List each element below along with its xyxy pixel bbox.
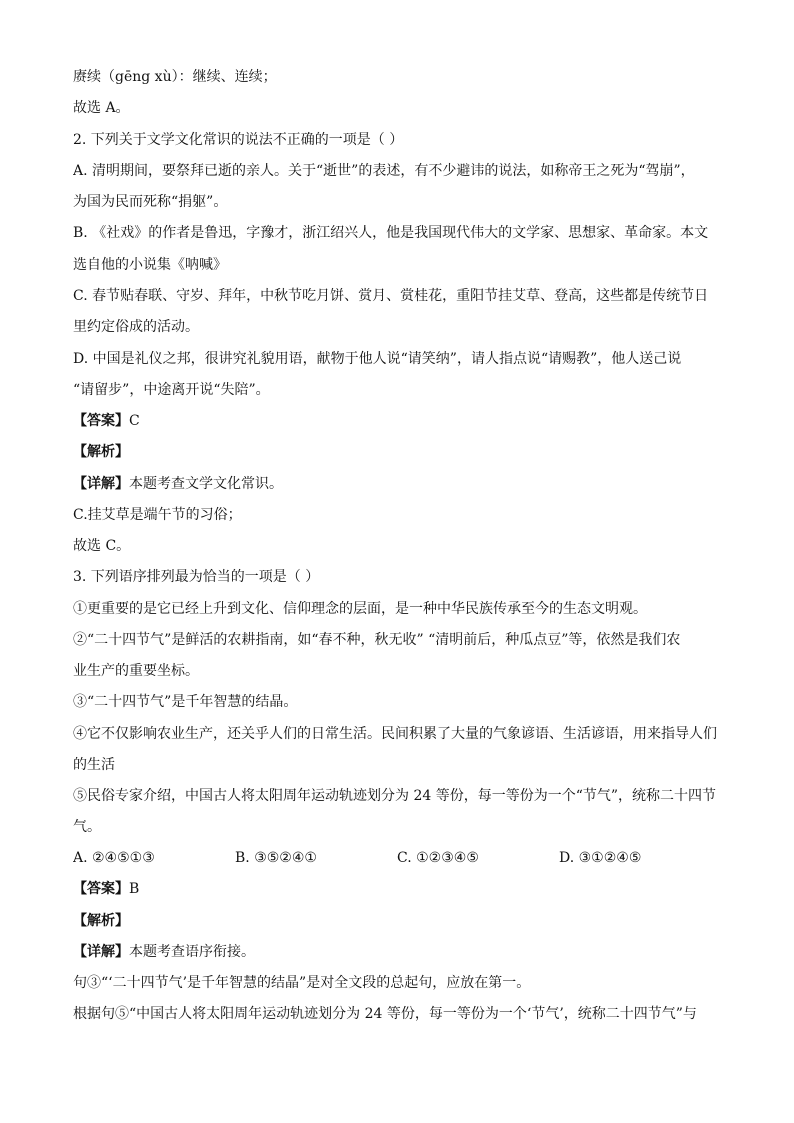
question-2-option-b: B. 《社戏》的作者是鲁迅，字豫才，浙江绍兴人，他是我国现代伟大的文学家、思想家、革命家。本文	[73, 225, 709, 241]
answer-label: 【答案】	[73, 881, 129, 897]
detail-line	[73, 943, 721, 961]
text-line: 为国为民而死称“捐躯”。	[73, 194, 228, 210]
answer-value: B	[129, 881, 140, 897]
text-line: 赓续（gēng xù）：继续、连续；	[73, 69, 277, 85]
text-line: 句③“‘二十四节气’是千年智慧的结晶”是对全文段的总起句，应放在第一。	[73, 975, 531, 991]
question-2-option-a: A. 清明期间，要祭拜已逝的亲人。关于“逝世”的表述，有不少避讳的说法，如称帝王之死为“驾崩”，	[73, 163, 695, 179]
text-line: 根据句⑤“中国古人将太阳周年运动轨迹划分为 24 等份，每一等份为一个‘节气’，统称二十四节气”与	[73, 1006, 697, 1022]
sentence-1: ①更重要的是它已经上升到文化、信仰理念的层面，是一种中华民族传承至今的生态文明观。	[73, 601, 647, 617]
detail-line	[73, 475, 721, 493]
answer-line	[73, 880, 721, 898]
option-d: D. ③①②④⑤	[559, 850, 642, 866]
question-2-option-d: D. 中国是礼仪之邦，很讲究礼貌用语，献物于他人说“请笑纳”，请人指点说“请赐教”，他人送己说	[73, 351, 682, 367]
text-line: 里约定俗成的活动。	[73, 319, 199, 335]
question-3-options	[73, 849, 721, 867]
question-2-option-c: C. 春节贴春联、守岁、拜年，中秋节吃月饼、赏月、赏桂花，重阳节挂艾草、登高，这些都是传统节日	[73, 288, 709, 304]
text-line: 业生产的重要坐标。	[73, 663, 199, 679]
detail-label: 【详解】	[73, 476, 129, 492]
text-line: 故选 C。	[73, 538, 131, 554]
text-line: C.挂艾草是端午节的习俗；	[73, 507, 242, 523]
sentence-3: ③“二十四节气”是千年智慧的结晶。	[73, 694, 298, 710]
detail-label: 【详解】	[73, 944, 129, 960]
answer-line	[73, 412, 721, 430]
text-line: “请留步”，中途离开说“失陪”。	[73, 382, 270, 398]
sentence-5: ⑤民俗专家介绍，中国古人将太阳周年运动轨迹划分为 24 等份，每一等份为一个“节气”，统称二十四节	[73, 788, 717, 804]
answer-value: C	[129, 413, 140, 429]
question-3-stem: 3. 下列语序排列最为恰当的一项是（ ）	[73, 569, 320, 585]
detail-text: 本题考查文学文化常识。	[129, 476, 283, 492]
detail-text: 本题考查语序衔接。	[129, 944, 255, 960]
option-b: B. ③⑤②④①	[235, 850, 317, 866]
question-2-stem: 2. 下列关于文学文化常识的说法不正确的一项是（ ）	[73, 132, 404, 148]
analysis-label: 【解析】	[73, 913, 129, 929]
answer-label: 【答案】	[73, 413, 129, 429]
text-line: 选自他的小说集《呐喊》	[73, 257, 227, 273]
sentence-4: ④它不仅影响农业生产，还关乎人们的日常生活。民间积累了大量的气象谚语、生活谚语，用来指导人们	[73, 726, 717, 742]
sentence-2: ②“二十四节气”是鲜活的农耕指南，如“春不种，秋无收” “清明前后，种瓜点豆”等，依然是我们农	[73, 632, 681, 648]
text-line: 故选 A。	[73, 100, 130, 116]
text-line: 气。	[73, 819, 101, 835]
analysis-label: 【解析】	[73, 444, 129, 460]
option-a: A. ②④⑤①③	[73, 850, 155, 866]
analysis-line	[73, 912, 721, 930]
text-line: 的生活	[73, 757, 115, 773]
option-c: C. ①②③④⑤	[397, 850, 479, 866]
analysis-line	[73, 443, 721, 461]
